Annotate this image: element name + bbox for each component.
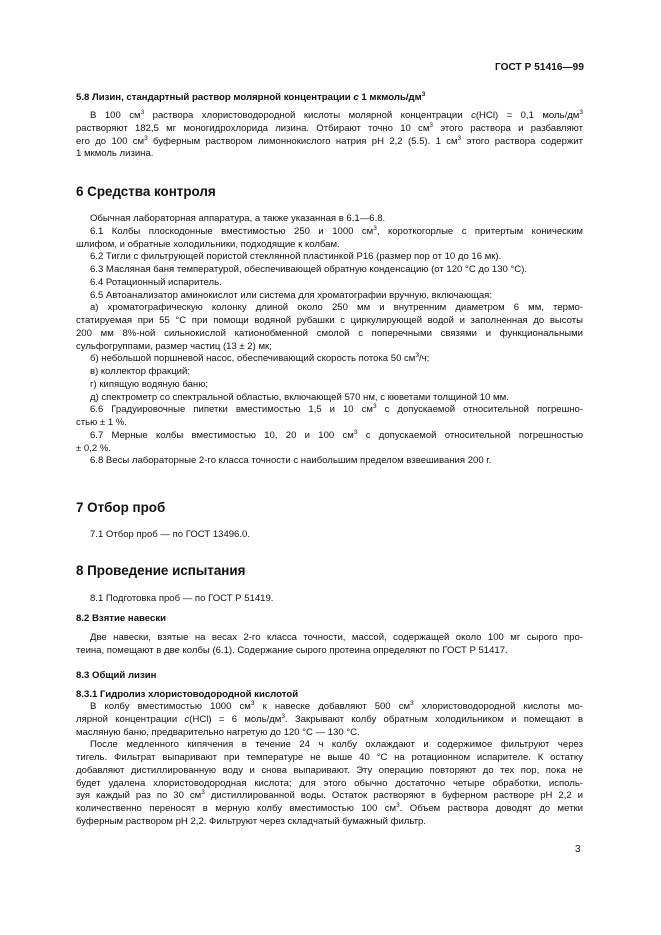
text-line: его до 100 $см^3$ буферным раствором лимоннокислого натрия рН 2,2 (5.5). 1 $см^3$ этого раствора содержит <box>76 134 583 147</box>
text-line: В 100 $см^3$ раствора хлористоводородной кислоты молярной концентрации c(HCl) = 0,1 моль/$дм^3$ <box>90 109 583 121</box>
text-line: 6.6 Градуировочные пипетки вместимостью 1,5 и 10 $см^3$ с допускаемой относительной погрешно- <box>90 403 583 416</box>
text-line: 6.5 Автоанализатор аминокислот или система для хроматографии вручную, включающая: <box>90 289 492 301</box>
text-line: ± 0,2 %. <box>76 442 111 454</box>
text-line: б) небольшой поршневой насос, обеспечивающий скорость потока 50 $см^3/ч$; <box>90 352 430 365</box>
section-8-2-body <box>76 632 583 658</box>
text-line: добавляют дистиллированную воду и снова выпаривают. Эту операцию повторяют до тех пор, пока не <box>76 764 583 776</box>
text-line: 7.1 Отбор проб — по ГОСТ 13496.0. <box>90 529 250 540</box>
text-line: а) хроматографическую колонку длиной около 250 мм и внутренним диаметром 6 мм, термо- <box>90 302 583 314</box>
text-line: лярной концентрации c(HCl) = 6 моль/$дм^3$. Закрывают колбу обратным холодильником и помещают в <box>76 712 584 725</box>
section-6-title: 6 Средства контроля <box>76 184 216 199</box>
section-7-title: 7 Отбор проб <box>76 500 166 515</box>
text-line: 6.4 Ротационный испаритель. <box>90 276 222 288</box>
text-line: 6.1 Колбы плоскодонные вместимостью 250 и 1000 $см^3$, короткогорлые с притертым коническим <box>90 224 583 237</box>
text-line: В колбу вместимостью 1000 $см^3$ к навеске добавляют 500 $см^3$ хлористоводородной кислоты мо- <box>90 700 583 712</box>
text-line: тигель. Фильтрат выпаривают при температуре не выше 40 °С на ротационном испарителе. К остатку <box>76 752 583 763</box>
text-line: 6.7 Мерные колбы вместимостью 10, 20 и 100 $см^3$ с допускаемой относительной погрешностью <box>90 428 583 441</box>
section-8-3-1-title: 8.3.1 Гидролиз хлористоводородной кислотой <box>76 689 299 700</box>
section-6-body <box>76 213 583 468</box>
text-line: Две навески, взятые на весах 2-го класса точности, массой, содержащей около 100 мг сырого про- <box>90 632 583 643</box>
text-line: 6.3 Масляная баня температурой, обеспечивающей обратную конденсацию (от 120 °С до 130 °С). <box>90 264 528 275</box>
text-line: количественно переносят в мерную колбу вместимостью 100 $см^3$. Объем раствора доводят до метки <box>76 802 583 814</box>
section-5-8-body <box>76 110 583 161</box>
text-line: Обычная лабораторная аппаратура, а также указанная в 6.1—6.8. <box>90 213 386 224</box>
text-line: д) спектрометр со спектральной областью, включающей 570 нм, с кюветами толщиной 10 мм. <box>90 391 509 403</box>
section-5-8-title: 5.8 Лизин, стандартный раствор молярной концентрации c 1 мкмоль/$дм^3$ <box>76 91 426 103</box>
text-line: зуя каждый раз по 30 $см^3$ дистиллированной воды. Остаток растворяют в буферном растворе рН 2,2 и <box>76 789 583 802</box>
text-line: сульфогруппами, размер частиц (13 ± 2) мк; <box>76 340 272 352</box>
text-line: растворяют 182,5 мг моногидрохлорида лизина. Отбирают точно 10 $см^3$ этого раствора и разбавляют <box>76 121 583 134</box>
document-header: ГОСТ Р 51416—99 <box>494 62 584 73</box>
text-line: статируемая при 55 °С при помощи водяной рубашки с циркулирующей водой и заполненная до высоты <box>76 315 583 326</box>
section-8-body <box>76 593 583 606</box>
page-number: 3 <box>575 844 581 855</box>
text-line: стью ± 1 %. <box>76 417 127 428</box>
text-line: масляную баню, предварительно нагретую до 120 °С — 130 °С. <box>76 726 360 738</box>
text-line: 1 мкмоль лизина. <box>76 148 154 160</box>
text-line: 8.1 Подготовка проб — по ГОСТ Р 51419. <box>90 593 274 604</box>
text-line: 200 мм 8%-ной сильнокислой катионобменной смолой с поперечными связями и функциональными <box>76 327 583 339</box>
text-line: г) кипящую водяную баню; <box>90 378 209 390</box>
text-line: 6.8 Весы лабораторные 2-го класса точности с наибольшим пределом взвешивания 200 г. <box>90 455 492 467</box>
text-line: буферным раствором рН 2,2. Фильтруют через складчатый бумажный фильтр. <box>76 815 426 827</box>
text-line: 6.2 Тигли с фильтрующей пористой стеклянной пластинкой Р16 (размер пор от 10 до 16 мк). <box>90 251 502 263</box>
text-line: После медленного кипячения в течение 24 ч колбу охлаждают и содержимое фильтруют через <box>90 739 583 751</box>
section-7-body <box>76 529 583 542</box>
section-8-title: 8 Проведение испытания <box>76 563 246 578</box>
text-line: в) коллектор фракций; <box>90 366 190 377</box>
section-8-3-1-body <box>76 701 583 829</box>
text-line: шлифом, и обратные холодильники, подходящие к колбам. <box>76 238 340 250</box>
text-line: будет удалена хлористоводородная кислота; для этого обычно достаточно четыре обработки, исполь- <box>76 777 583 789</box>
text-line: теина, помещают в две колбы (6.1). Содержание сырого протеина определяют по ГОСТ Р 51417. <box>76 644 508 656</box>
section-8-2-title: 8.2 Взятие навески <box>76 613 167 624</box>
section-8-3-title: 8.3 Общий лизин <box>76 670 157 681</box>
